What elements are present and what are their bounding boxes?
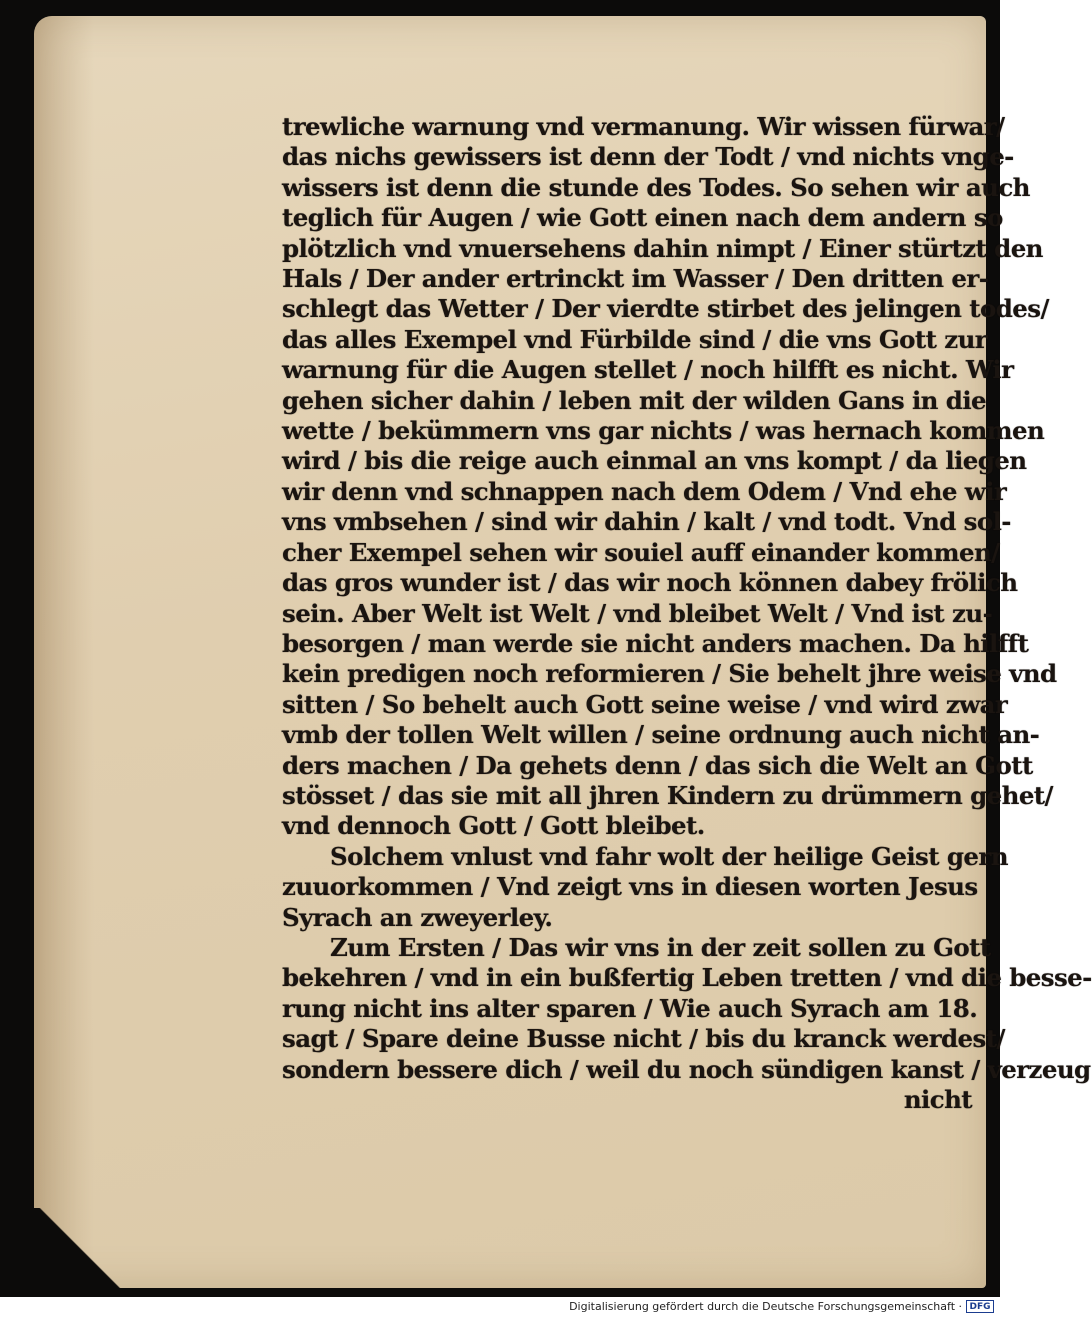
text-line: Syrach an zweyerley.: [282, 902, 553, 932]
text-line: gehen sicher dahin / leben mit der wilden Gans in die: [282, 385, 987, 415]
text-line: das nichs gewissers ist denn der Todt / vnd nichts vnge-: [282, 142, 1014, 172]
text-line: wir denn vnd schnappen nach dem Odem / Vnd ehe wir: [282, 476, 1007, 506]
text-line: besorgen / man werde sie nicht anders machen. Da hilfft: [282, 628, 1029, 658]
text-line: sondern bessere dich / weil du noch sündigen kanst / verzeug: [282, 1054, 1091, 1084]
footer-bar: [0, 1297, 1000, 1317]
text-line: Zum Ersten / Das wir vns in der zeit sollen zu Gott: [330, 932, 991, 962]
text-line: plötzlich vnd vnuersehens dahin nimpt / Einer stürtzt den: [282, 233, 1043, 263]
dfg-logo[interactable]: DFG: [966, 1300, 994, 1313]
text-line: trewliche warnung vnd vermanung. Wir wissen fürwar/: [282, 112, 1005, 141]
text-line: cher Exempel sehen wir souiel auff einander kommen/: [282, 537, 1000, 567]
text-line: warnung für die Augen stellet / noch hilfft es nicht. Wir: [282, 355, 1014, 385]
text-line: vns vmbsehen / sind wir dahin / kalt / vnd todt. Vnd sol-: [282, 507, 1011, 537]
text-line: stösset / das sie mit all jhren Kindern zu drümmern gehet/: [282, 780, 1053, 810]
text-line: vmb der tollen Welt willen / seine ordnung auch nicht an-: [282, 720, 1040, 750]
text-line: zuuorkommen / Vnd zeigt vns in diesen worten Jesus: [282, 872, 978, 902]
text-line: bekehren / vnd in ein bußfertig Leben tretten / vnd die besse-: [282, 963, 1092, 993]
text-line: wette / bekümmern vns gar nichts / was hernach kommen: [282, 416, 1045, 446]
text-line: wird / bis die reige auch einmal an vns kompt / da liegen: [282, 446, 1027, 476]
text-line: wissers ist denn die stunde des Todes. So sehen wir auch: [282, 172, 1030, 202]
text-line: das gros wunder ist / das wir noch können dabey frölich: [282, 568, 1018, 598]
text-line: Solchem vnlust vnd fahr wolt der heilige Geist gern: [330, 841, 1008, 871]
page-corner-fold: [34, 1208, 124, 1288]
text-line: sein. Aber Welt ist Welt / vnd bleibet Welt / Vnd ist zu-: [282, 598, 993, 628]
text-line: schlegt das Wetter / Der vierdte stirbet des jelingen todes/: [282, 294, 1049, 324]
text-line: kein predigen noch reformieren / Sie behelt jhre weise vnd: [282, 659, 1057, 689]
funding-credit: Digitalisierung gefördert durch die Deutsche Forschungsgemeinschaft ·: [569, 1300, 962, 1313]
text-line: das alles Exempel vnd Fürbilde sind / die vns Gott zur: [282, 324, 988, 354]
text-line: nicht: [903, 1085, 972, 1114]
book-page: [34, 16, 1092, 1288]
text-line: rung nicht ins alter sparen / Wie auch Syrach am 18.: [282, 993, 978, 1023]
text-line: ders machen / Da gehets denn / das sich die Welt an Gott: [282, 750, 1033, 780]
text-line: sitten / So behelt auch Gott seine weise / vnd wird zwar: [282, 689, 1008, 719]
text-line: Hals / Der ander ertrinckt im Wasser / Den dritten er-: [282, 264, 989, 294]
text-line: sagt / Spare deine Busse nicht / bis du kranck werdest/: [282, 1024, 1005, 1054]
text-line: vnd dennoch Gott / Gott bleibet.: [282, 811, 705, 841]
text-line: teglich für Augen / wie Gott einen nach dem andern so: [282, 203, 1003, 233]
body-text: [282, 112, 1092, 1115]
